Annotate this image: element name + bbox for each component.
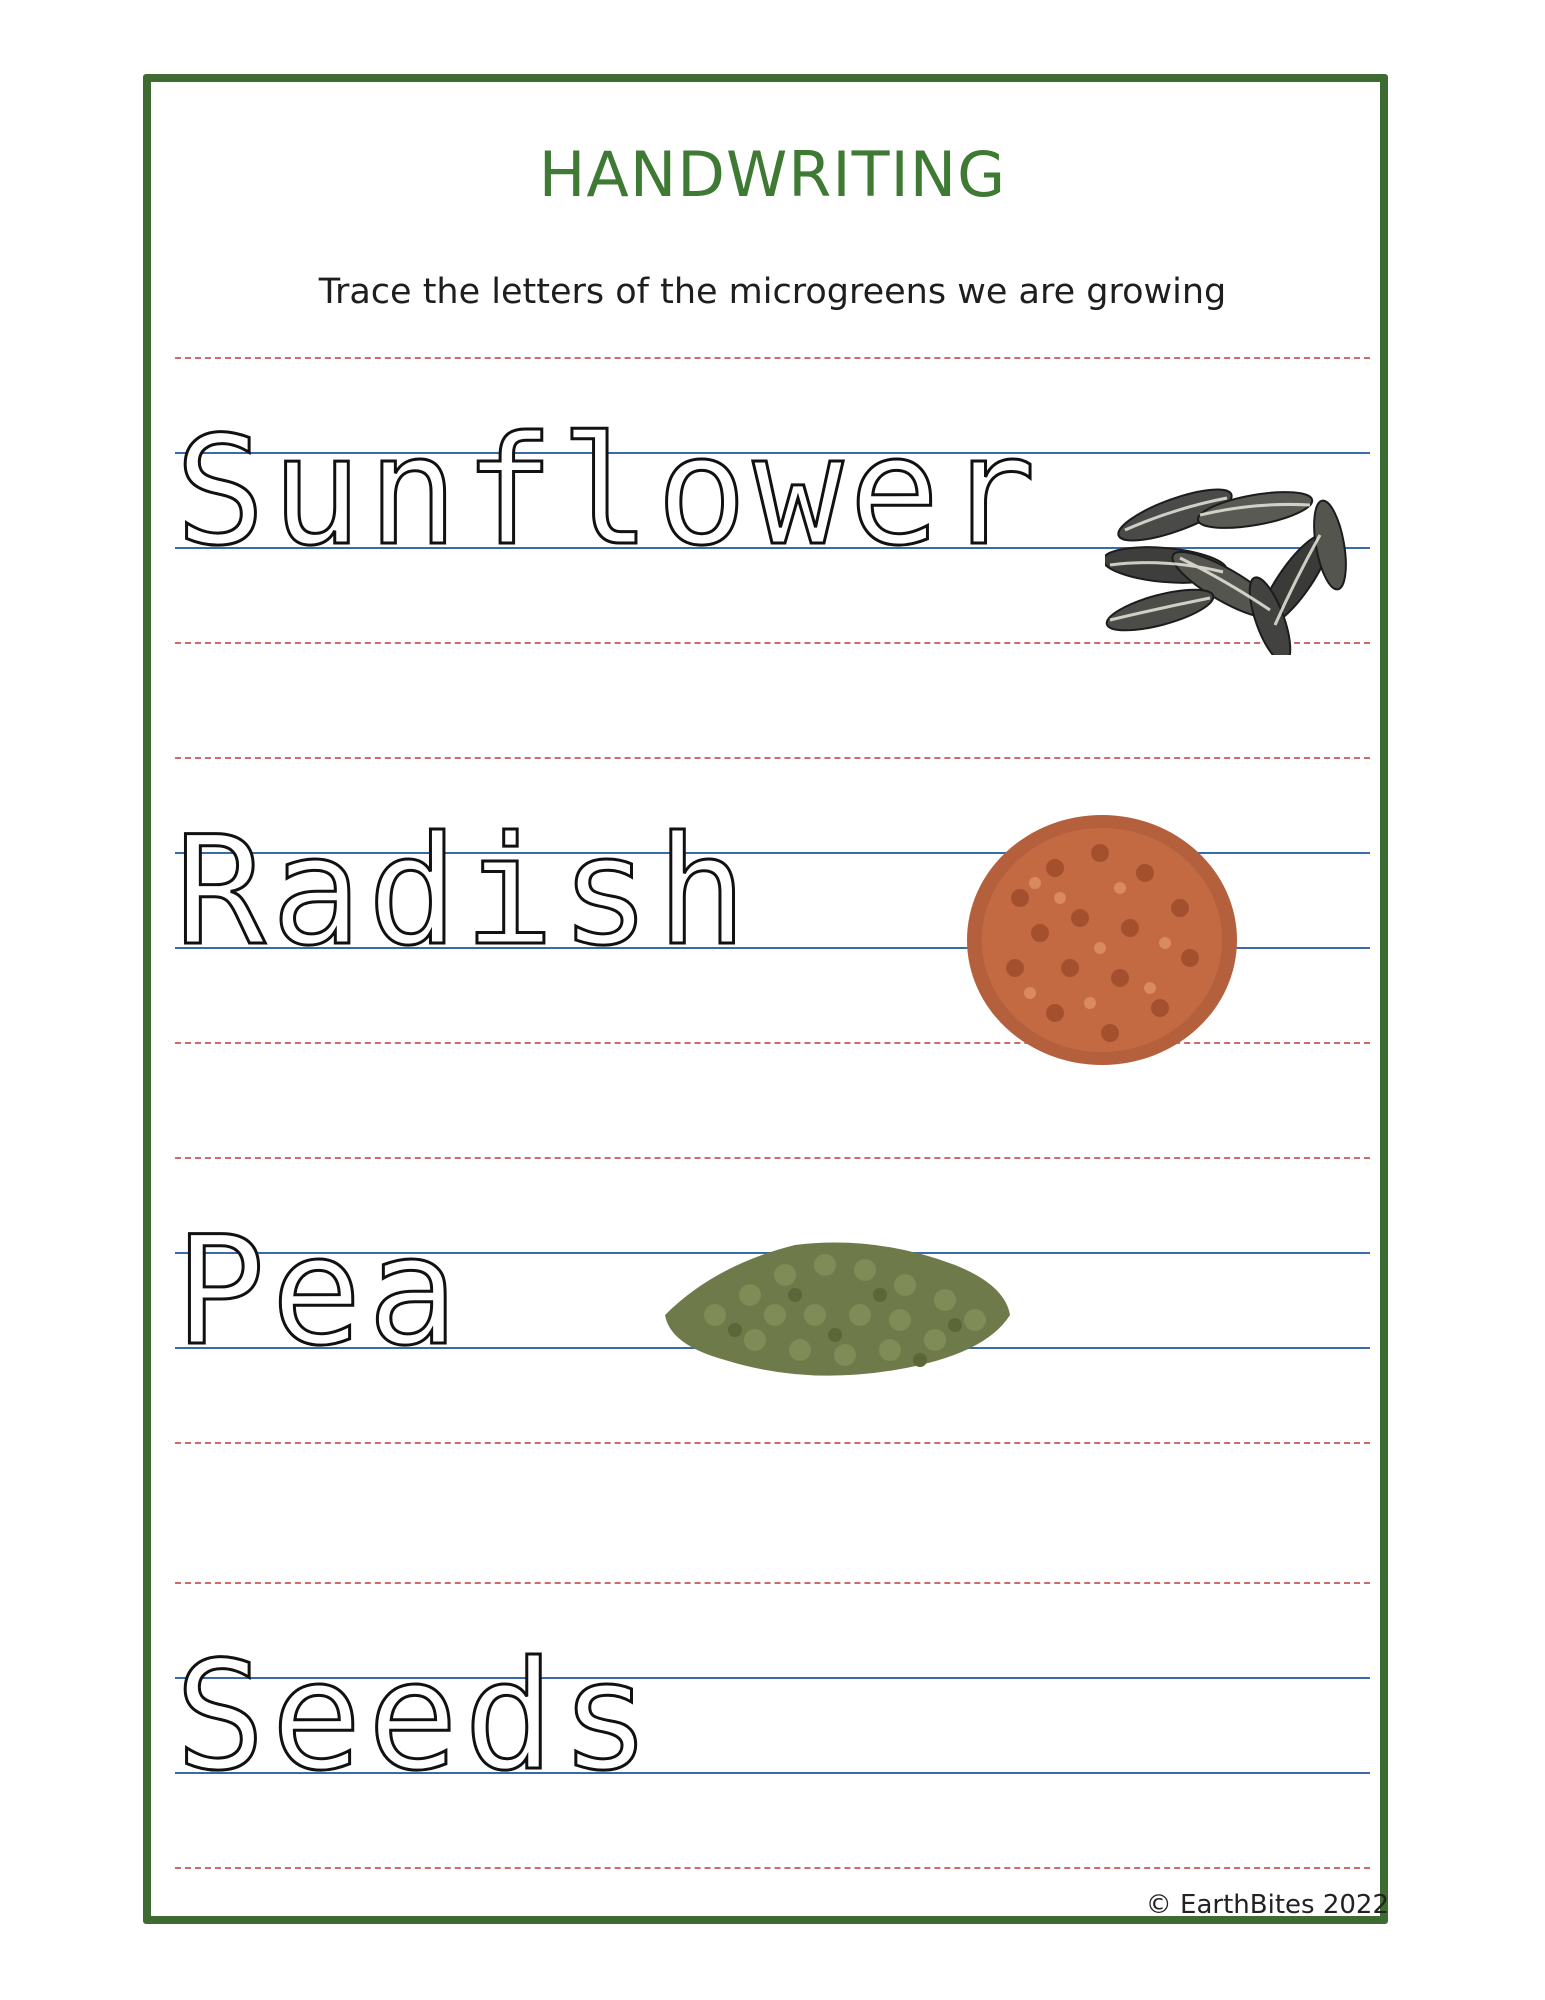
pea-seeds-image	[655, 1225, 1015, 1385]
top-guide-line	[175, 1157, 1370, 1159]
trace-word: Pea	[175, 1205, 464, 1379]
top-guide-line	[175, 1582, 1370, 1584]
trace-word: Seeds	[175, 1630, 657, 1804]
tracing-row-seeds	[175, 1582, 1370, 1867]
radish-seeds-image	[960, 808, 1245, 1073]
bottom-guide-line	[175, 1867, 1370, 1869]
instruction-text: Trace the letters of the microgreens we are growing	[318, 272, 1227, 312]
trace-word: Sunflower	[175, 405, 1042, 579]
sunflower-seeds-image	[1105, 470, 1365, 655]
bottom-guide-line	[175, 1442, 1370, 1444]
page-title: HANDWRITING	[538, 138, 1007, 211]
top-guide-line	[175, 757, 1370, 759]
top-guide-line	[175, 357, 1370, 359]
copyright-text: © EarthBites 2022	[1145, 1890, 1389, 1920]
trace-word: Radish	[175, 805, 753, 979]
